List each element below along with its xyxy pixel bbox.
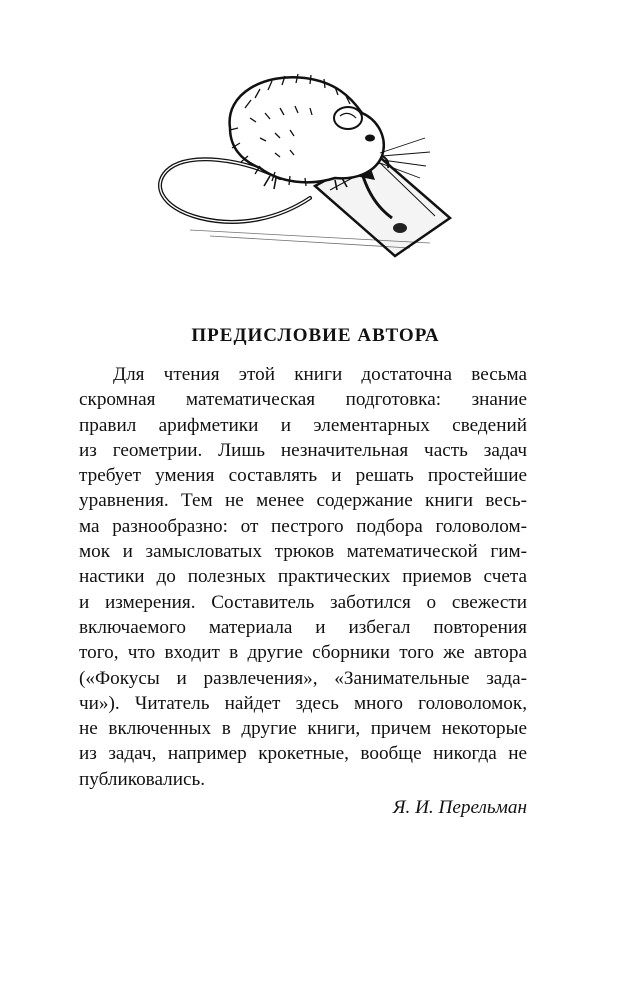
paragraph-line: требует умения составлять и решать простейшие (79, 465, 527, 487)
author-signature: Я. И. Перельман (392, 797, 527, 818)
paragraph-line: из геометрии. Лишь незначительная часть задач (79, 439, 527, 461)
paragraph-line: уравнения. Тем не менее содержание книги весь- (79, 490, 527, 512)
paragraph-line: не включенных в другие книги, причем некоторые (79, 718, 527, 740)
paragraph-line: скромная математическая подготовка: знание (79, 389, 527, 411)
paragraph-line: из задач, например крокетные, вообще никогда не (79, 743, 527, 765)
paragraph-line: Для чтения этой книги достаточна весьма (113, 364, 527, 385)
paragraph-line: включаемого материала и избегал повторения (79, 616, 527, 638)
paragraph-line: ма разнообразно: от пестрого подбора головолом- (79, 515, 527, 537)
paragraph-line: правил арифметики и элементарных сведений (79, 414, 527, 436)
paragraph-line: чи»). Читатель найдет здесь много головоломок, (79, 692, 527, 714)
paragraph-line: публиковались. (79, 768, 206, 790)
paragraph-line: и измерения. Составитель заботился о свежести (79, 591, 527, 613)
paragraph-line: («Фокусы и развлечения», «Занимательные зада- (79, 667, 527, 689)
preface-paragraph (79, 362, 527, 792)
paragraph-line: настики до полезных практических приемов счета (79, 566, 527, 588)
paragraph-line: мок и замысловатых трюков математической гим- (79, 541, 527, 563)
paragraph-line: того, что входит в другие сборники того же автора (79, 642, 527, 664)
mouse-illustration (130, 68, 470, 278)
page-title: ПРЕДИСЛОВИЕ АВТОРА (191, 325, 440, 346)
